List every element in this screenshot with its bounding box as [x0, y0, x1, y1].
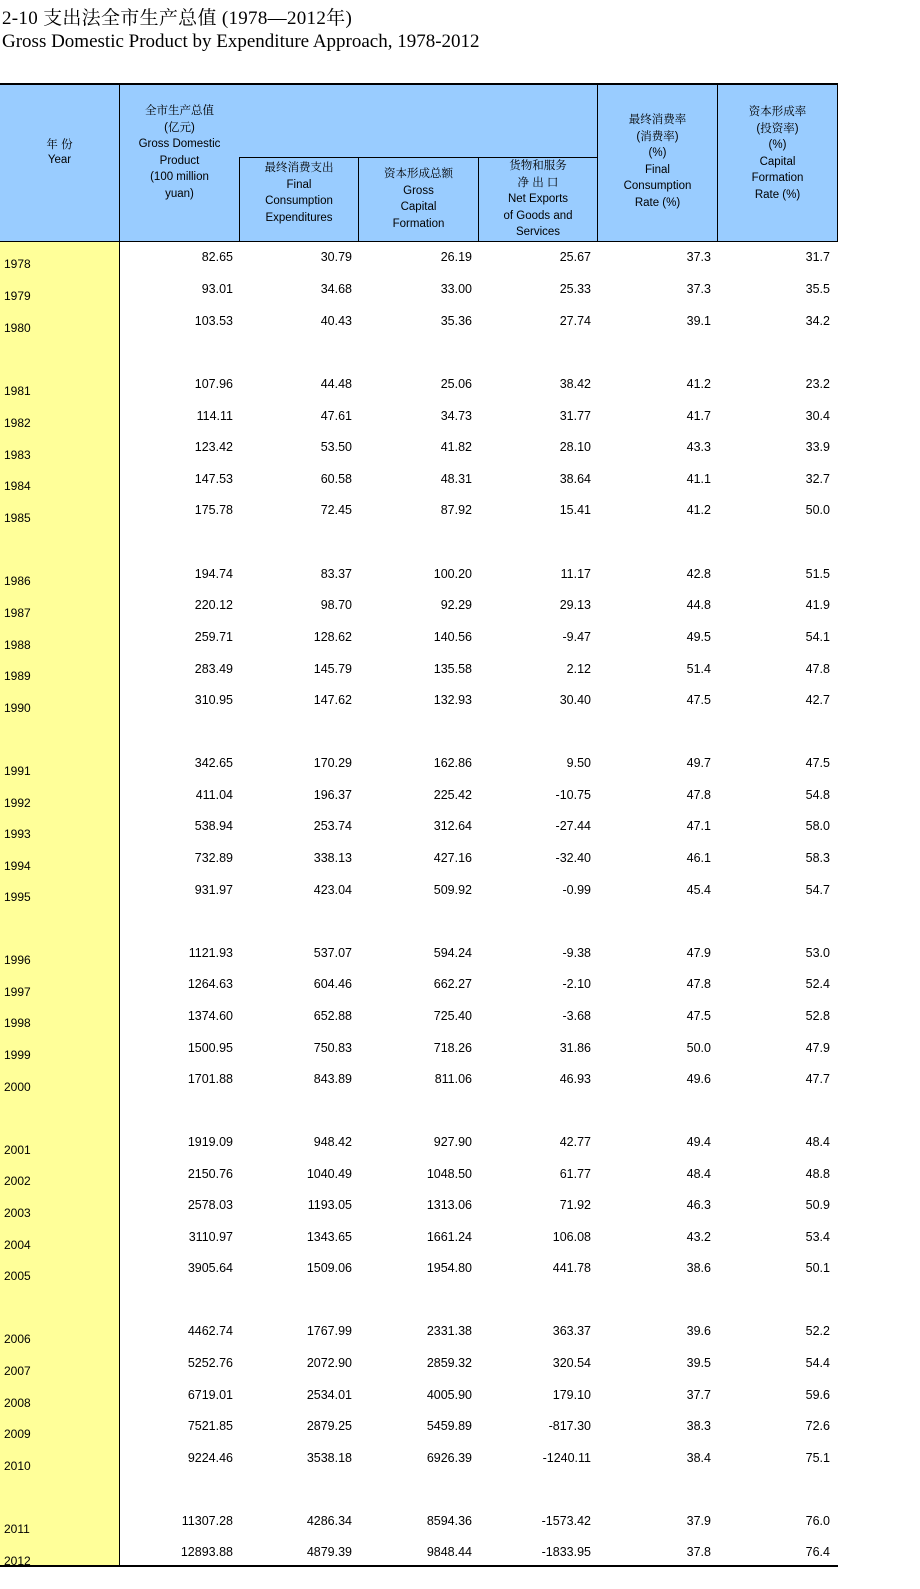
- value-cell: 38.4: [686, 1451, 711, 1465]
- value-cell: 54.8: [805, 788, 830, 802]
- value-cell: 1767.99: [306, 1324, 352, 1338]
- value-cell: 49.5: [686, 630, 711, 644]
- value-cell: 6926.39: [426, 1451, 472, 1465]
- value-cell: 538.94: [194, 819, 233, 833]
- value-cell: 76.0: [805, 1514, 830, 1528]
- value-cell: 107.96: [194, 377, 233, 391]
- value-cell: 32.7: [805, 472, 830, 486]
- value-cell: -1573.42: [541, 1514, 591, 1528]
- value-cell: 50.0: [686, 1041, 711, 1055]
- value-cell: 49.4: [686, 1135, 711, 1149]
- value-cell: 1509.06: [306, 1261, 352, 1275]
- value-cell: 59.6: [805, 1388, 830, 1402]
- value-cell: 28.10: [559, 440, 591, 454]
- value-cell: 44.48: [320, 377, 352, 391]
- value-cell: 128.62: [313, 630, 352, 644]
- value-cell: 42.8: [686, 567, 711, 581]
- year-cell: 1996: [4, 953, 31, 967]
- value-cell: 179.10: [552, 1388, 591, 1402]
- value-cell: 132.93: [433, 693, 472, 707]
- value-cell: 927.90: [433, 1135, 472, 1149]
- value-cell: 37.3: [686, 250, 711, 264]
- value-cell: 25.67: [559, 250, 591, 264]
- value-cell: 52.4: [805, 977, 830, 991]
- value-cell: 50.0: [805, 503, 830, 517]
- value-cell: 843.89: [313, 1072, 352, 1086]
- year-cell: 2005: [4, 1269, 31, 1283]
- value-cell: 47.8: [805, 662, 830, 676]
- value-cell: 72.6: [805, 1419, 830, 1433]
- value-cell: 1500.95: [187, 1041, 233, 1055]
- value-cell: 38.64: [559, 472, 591, 486]
- value-cell: -817.30: [548, 1419, 591, 1433]
- value-cell: 37.7: [686, 1388, 711, 1402]
- value-cell: 82.65: [201, 250, 233, 264]
- value-cell: 31.77: [559, 409, 591, 423]
- value-cell: 509.92: [433, 883, 472, 897]
- value-cell: 9224.46: [187, 1451, 233, 1465]
- value-cell: 175.78: [194, 503, 233, 517]
- value-cell: 310.95: [194, 693, 233, 707]
- value-cell: 725.40: [433, 1009, 472, 1023]
- value-cell: 220.12: [194, 598, 233, 612]
- value-cell: 47.9: [686, 946, 711, 960]
- value-cell: 604.46: [313, 977, 352, 991]
- value-cell: 98.70: [320, 598, 352, 612]
- column-divider: [837, 84, 838, 242]
- value-cell: 1264.63: [187, 977, 233, 991]
- year-cell: 1980: [4, 321, 31, 335]
- value-cell: 12893.88: [180, 1545, 233, 1559]
- value-cell: 338.13: [313, 851, 352, 865]
- value-cell: 34.73: [440, 409, 472, 423]
- value-cell: 594.24: [433, 946, 472, 960]
- value-cell: -9.38: [562, 946, 591, 960]
- value-cell: -9.47: [562, 630, 591, 644]
- value-cell: 103.53: [194, 314, 233, 328]
- value-cell: -3.68: [562, 1009, 591, 1023]
- year-cell: 2004: [4, 1238, 31, 1252]
- value-cell: 39.5: [686, 1356, 711, 1370]
- value-cell: 1040.49: [306, 1167, 352, 1181]
- year-cell: 2000: [4, 1080, 31, 1094]
- value-cell: 1048.50: [426, 1167, 472, 1181]
- value-cell: 47.9: [805, 1041, 830, 1055]
- value-cell: 47.7: [805, 1072, 830, 1086]
- value-cell: 34.2: [805, 314, 830, 328]
- value-cell: 58.3: [805, 851, 830, 865]
- value-cell: 5459.89: [426, 1419, 472, 1433]
- value-cell: 42.7: [805, 693, 830, 707]
- value-cell: 2879.25: [306, 1419, 352, 1433]
- value-cell: 46.1: [686, 851, 711, 865]
- year-cell: 1992: [4, 796, 31, 810]
- value-cell: 30.79: [320, 250, 352, 264]
- value-cell: 811.06: [434, 1072, 472, 1086]
- value-cell: 48.4: [805, 1135, 830, 1149]
- value-cell: 76.4: [805, 1545, 830, 1559]
- year-cell: 2006: [4, 1332, 31, 1346]
- value-cell: 40.43: [320, 314, 352, 328]
- year-cell: 2003: [4, 1206, 31, 1220]
- value-cell: 47.5: [686, 1009, 711, 1023]
- value-cell: 23.2: [805, 377, 830, 391]
- value-cell: 147.53: [194, 472, 233, 486]
- value-cell: 140.56: [433, 630, 472, 644]
- value-cell: 43.3: [686, 440, 711, 454]
- year-cell: 1991: [4, 764, 31, 778]
- value-cell: 35.36: [440, 314, 472, 328]
- value-cell: 2331.38: [426, 1324, 472, 1338]
- year-cell: 2011: [4, 1522, 30, 1536]
- value-cell: 135.58: [433, 662, 472, 676]
- header-net-exports: 货物和服务 净 出 口 Net Exports of Goods and Services: [503, 160, 573, 238]
- value-cell: 52.2: [805, 1324, 830, 1338]
- header-gross-capital: 资本形成总额 Gross Capital Formation: [384, 168, 453, 230]
- value-cell: 2.12: [566, 662, 591, 676]
- value-cell: 1661.24: [426, 1230, 472, 1244]
- year-cell: 1981: [4, 384, 31, 398]
- value-cell: 147.62: [313, 693, 352, 707]
- value-cell: 106.08: [552, 1230, 591, 1244]
- year-cell: 2001: [4, 1143, 31, 1157]
- value-cell: 48.4: [686, 1167, 711, 1181]
- value-cell: 1701.88: [187, 1072, 233, 1086]
- value-cell: 8594.36: [426, 1514, 472, 1528]
- value-cell: 4462.74: [187, 1324, 233, 1338]
- value-cell: 342.65: [194, 756, 233, 770]
- value-cell: 259.71: [194, 630, 233, 644]
- year-cell: 2009: [4, 1427, 31, 1441]
- header-consumption-rate: 最终消费率 (消费率) (%) Final Consumption Rate (%): [623, 114, 692, 209]
- year-cell: 1983: [4, 448, 31, 462]
- value-cell: 33.00: [440, 282, 472, 296]
- value-cell: 1343.65: [306, 1230, 352, 1244]
- value-cell: 411.04: [195, 788, 233, 802]
- value-cell: 25.06: [440, 377, 472, 391]
- value-cell: 3905.64: [187, 1261, 233, 1275]
- year-cell: 2002: [4, 1174, 31, 1188]
- value-cell: 29.13: [559, 598, 591, 612]
- value-cell: 71.92: [559, 1198, 591, 1212]
- value-cell: 4005.90: [426, 1388, 472, 1402]
- value-cell: -0.99: [562, 883, 591, 897]
- value-cell: 54.4: [805, 1356, 830, 1370]
- value-cell: 6719.01: [187, 1388, 233, 1402]
- value-cell: 718.26: [433, 1041, 472, 1055]
- value-cell: 11.17: [560, 567, 591, 581]
- value-cell: 100.20: [433, 567, 472, 581]
- value-cell: 47.8: [686, 977, 711, 991]
- value-cell: 1374.60: [187, 1009, 233, 1023]
- value-cell: 38.6: [686, 1261, 711, 1275]
- year-cell: 2012: [4, 1554, 31, 1568]
- value-cell: 52.8: [805, 1009, 830, 1023]
- value-cell: 58.0: [805, 819, 830, 833]
- value-cell: 3110.97: [188, 1230, 233, 1244]
- value-cell: 47.5: [805, 756, 830, 770]
- value-cell: 43.2: [686, 1230, 711, 1244]
- value-cell: 39.6: [686, 1324, 711, 1338]
- value-cell: 46.93: [559, 1072, 591, 1086]
- value-cell: 41.82: [440, 440, 472, 454]
- value-cell: 441.78: [552, 1261, 591, 1275]
- value-cell: 30.4: [805, 409, 830, 423]
- value-cell: 25.33: [559, 282, 591, 296]
- value-cell: 4879.39: [306, 1545, 352, 1559]
- value-cell: 1193.05: [307, 1198, 352, 1212]
- year-cell: 1982: [4, 416, 31, 430]
- value-cell: 1954.80: [426, 1261, 472, 1275]
- value-cell: 931.97: [194, 883, 233, 897]
- value-cell: 31.7: [805, 250, 830, 264]
- value-cell: 162.86: [433, 756, 472, 770]
- value-cell: 83.37: [320, 567, 352, 581]
- value-cell: -10.75: [555, 788, 591, 802]
- value-cell: 37.8: [686, 1545, 711, 1559]
- value-cell: 93.01: [201, 282, 233, 296]
- value-cell: 145.79: [313, 662, 352, 676]
- value-cell: 9.50: [566, 756, 591, 770]
- year-cell: 2008: [4, 1396, 31, 1410]
- value-cell: 37.9: [686, 1514, 711, 1528]
- value-cell: 225.42: [433, 788, 472, 802]
- value-cell: 41.2: [686, 503, 711, 517]
- page-title: 2-10 支出法全市生产总值 (1978—2012年): [2, 8, 353, 29]
- value-cell: 2578.03: [187, 1198, 233, 1212]
- value-cell: 3538.18: [306, 1451, 352, 1465]
- year-cell: 1993: [4, 827, 31, 841]
- value-cell: 2072.90: [306, 1356, 352, 1370]
- value-cell: 1919.09: [187, 1135, 233, 1149]
- year-cell: 2010: [4, 1459, 31, 1473]
- value-cell: 662.27: [433, 977, 472, 991]
- table-bottom-rule: [0, 1565, 838, 1567]
- value-cell: 45.4: [686, 883, 711, 897]
- value-cell: 50.1: [805, 1261, 830, 1275]
- value-cell: 652.88: [313, 1009, 352, 1023]
- value-cell: 48.31: [440, 472, 472, 486]
- value-cell: -1833.95: [541, 1545, 591, 1559]
- value-cell: 46.3: [686, 1198, 711, 1212]
- value-cell: 253.74: [313, 819, 352, 833]
- value-cell: 54.7: [805, 883, 830, 897]
- value-cell: 54.1: [805, 630, 830, 644]
- value-cell: 2534.01: [306, 1388, 352, 1402]
- value-cell: 320.54: [552, 1356, 591, 1370]
- value-cell: 53.4: [805, 1230, 830, 1244]
- value-cell: 27.74: [559, 314, 591, 328]
- value-cell: 38.3: [686, 1419, 711, 1433]
- header-divider: [0, 241, 838, 242]
- value-cell: 9848.44: [426, 1545, 472, 1559]
- value-cell: 47.5: [686, 693, 711, 707]
- value-cell: 49.7: [686, 756, 711, 770]
- year-cell: 1994: [4, 859, 31, 873]
- value-cell: 11307.28: [181, 1514, 233, 1528]
- value-cell: 39.1: [686, 314, 711, 328]
- value-cell: 41.2: [686, 377, 711, 391]
- value-cell: -2.10: [562, 977, 591, 991]
- year-cell: 1989: [4, 669, 31, 683]
- value-cell: 427.16: [433, 851, 472, 865]
- value-cell: 4286.34: [306, 1514, 352, 1528]
- value-cell: 537.07: [313, 946, 352, 960]
- value-cell: 34.68: [320, 282, 352, 296]
- value-cell: 7521.85: [187, 1419, 233, 1433]
- table-top-rule: [0, 83, 838, 85]
- value-cell: 51.5: [805, 567, 830, 581]
- header-gdp: 全市生产总值 (亿元) Gross Domestic Product (100 million yuan): [138, 105, 221, 200]
- value-cell: 1313.06: [426, 1198, 472, 1212]
- value-cell: 283.49: [194, 662, 233, 676]
- year-cell: 1984: [4, 479, 31, 493]
- value-cell: 312.64: [433, 819, 472, 833]
- column-divider: [119, 84, 120, 1565]
- value-cell: 75.1: [805, 1451, 830, 1465]
- value-cell: 61.77: [559, 1167, 591, 1181]
- value-cell: 60.58: [320, 472, 352, 486]
- value-cell: 87.92: [440, 503, 472, 517]
- value-cell: 170.29: [313, 756, 352, 770]
- value-cell: 51.4: [686, 662, 711, 676]
- header-capital-rate: 资本形成率 (投资率) (%) Capital Formation Rate (%): [748, 106, 807, 201]
- value-cell: 2150.76: [187, 1167, 233, 1181]
- value-cell: 37.3: [686, 282, 711, 296]
- value-cell: 30.40: [559, 693, 591, 707]
- year-cell: 1978: [4, 257, 31, 271]
- value-cell: 196.37: [313, 788, 352, 802]
- value-cell: 41.1: [686, 472, 711, 486]
- value-cell: 48.8: [805, 1167, 830, 1181]
- page-subtitle: Gross Domestic Product by Expenditure Approach, 1978-2012: [2, 31, 480, 52]
- value-cell: 53.0: [805, 946, 830, 960]
- value-cell: -32.40: [555, 851, 591, 865]
- value-cell: 35.5: [805, 282, 830, 296]
- value-cell: 72.45: [320, 503, 352, 517]
- value-cell: 47.61: [320, 409, 352, 423]
- value-cell: 49.6: [686, 1072, 711, 1086]
- value-cell: 5252.76: [187, 1356, 233, 1370]
- value-cell: 47.8: [686, 788, 711, 802]
- value-cell: 47.1: [686, 819, 711, 833]
- value-cell: 38.42: [559, 377, 591, 391]
- year-cell: 1988: [4, 638, 31, 652]
- year-cell: 1986: [4, 574, 31, 588]
- value-cell: 194.74: [194, 567, 233, 581]
- year-cell: 1995: [4, 890, 31, 904]
- year-cell: 1985: [4, 511, 31, 525]
- value-cell: 31.86: [559, 1041, 591, 1055]
- year-cell: 1997: [4, 985, 31, 999]
- value-cell: 423.04: [313, 883, 352, 897]
- year-cell: 1979: [4, 289, 31, 303]
- value-cell: 41.7: [686, 409, 711, 423]
- value-cell: 26.19: [440, 250, 472, 264]
- value-cell: 41.9: [805, 598, 830, 612]
- header-final-consumption: 最终消费支出 Final Consumption Expenditures: [264, 162, 334, 224]
- header-year: 年 份 Year: [46, 139, 73, 166]
- value-cell: 363.37: [552, 1324, 591, 1338]
- year-cell: 1999: [4, 1048, 31, 1062]
- year-cell: 1998: [4, 1016, 31, 1030]
- value-cell: 15.41: [559, 503, 591, 517]
- value-cell: 53.50: [320, 440, 352, 454]
- value-cell: 948.42: [313, 1135, 352, 1149]
- value-cell: 42.77: [559, 1135, 591, 1149]
- value-cell: 50.9: [805, 1198, 830, 1212]
- value-cell: 750.83: [313, 1041, 352, 1055]
- value-cell: 123.42: [194, 440, 233, 454]
- value-cell: 44.8: [686, 598, 711, 612]
- value-cell: 33.9: [805, 440, 830, 454]
- value-cell: 2859.32: [426, 1356, 472, 1370]
- value-cell: 114.11: [196, 409, 233, 423]
- year-cell: 1990: [4, 701, 31, 715]
- value-cell: 92.29: [440, 598, 472, 612]
- value-cell: -27.44: [555, 819, 591, 833]
- value-cell: 1121.93: [188, 946, 233, 960]
- value-cell: -1240.11: [542, 1451, 591, 1465]
- value-cell: 732.89: [194, 851, 233, 865]
- year-cell: 1987: [4, 606, 31, 620]
- year-cell: 2007: [4, 1364, 31, 1378]
